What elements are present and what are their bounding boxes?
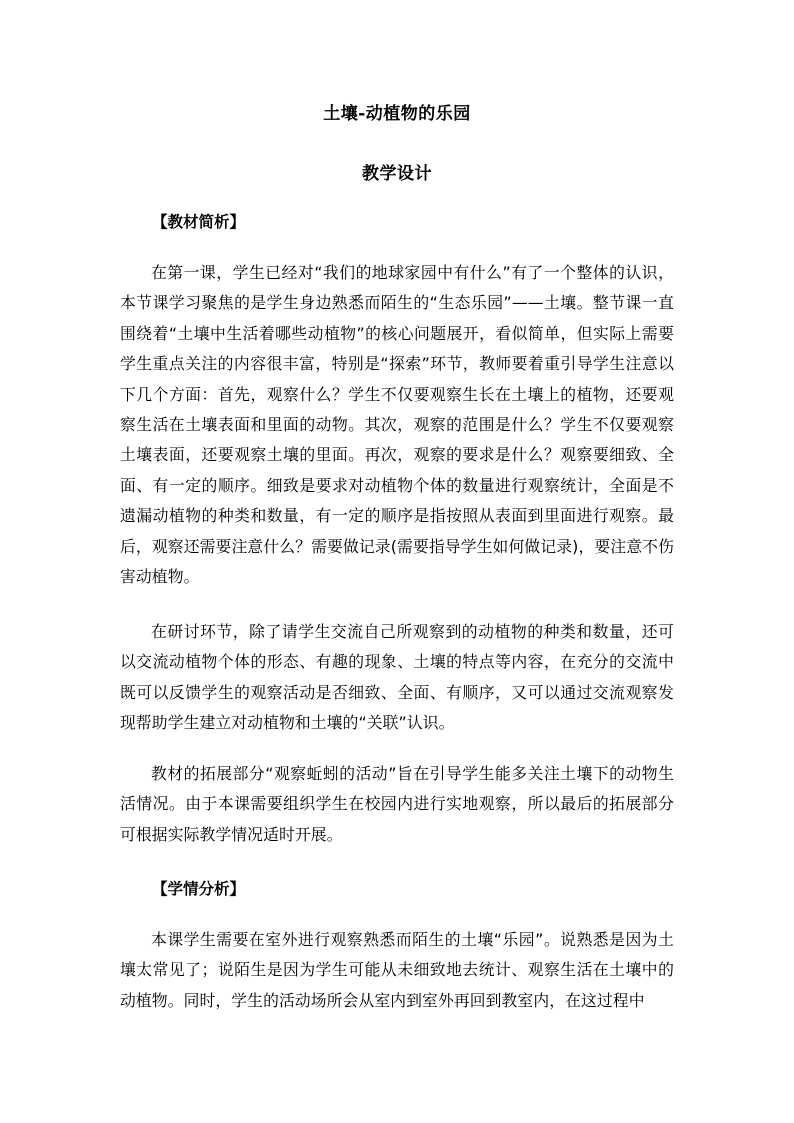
- document-subtitle: 教学设计: [362, 164, 432, 184]
- paragraph-textbook-2: 在研讨环节，除了请学生交流自己所观察到的动植物的种类和数量，还可以交流动植物个体的形态、有趣的现象、土壤的特点等内容，在充分的交流中既可以反馈学生的观察活动是否细致、全面、有顺序，又可以通过交流观察发现帮助学生建立对动植物和土壤的“关联”认识。: [120, 622, 674, 733]
- paragraph-learner-1: 本课学生需要在室外进行观察熟悉而陌生的土壤“乐园”。说熟悉是因为土壤太常见了；说陌生是因为学生可能从未细致地去统计、观察生活在土壤中的动植物。同时，学生的活动场所会从室内到室外再回到教室内，在这过程中: [120, 930, 674, 1010]
- paragraph-textbook-3: 教材的拓展部分“观察蚯蚓的活动”旨在引导学生能多关注土壤下的动物生活情况。由于本课需要组织学生在校园内进行实地观察，所以最后的拓展部分可根据实际教学情况适时开展。: [120, 764, 674, 844]
- section-heading-textbook-analysis: 【教材简析】: [152, 213, 246, 231]
- paragraph-textbook-1: 在第一课，学生已经对“我们的地球家园中有什么”有了一个整体的认识，本节课学习聚焦的是学生身边熟悉而陌生的“生态乐园”——土壤。整节课一直围绕着“土壤中生活着哪些动植物”的核心问题展开，看似简单，但实际上需要学生重点关注的内容很丰富，特别是“探索”环节，教师要着重引导学生注意以下几个方面：首先，观察什么？学生不仅要观察生长在土壤上的植物，还要观察生活在土壤表面和里面的动物。其次，观察的范围是什么？学生不仅要观察土壤表面，还要观察土壤的里面。再次，观察的要求是什么？观察要细致、全面、有一定的顺序。细致是要求对动植物个体的数量进行观察统计，全面是不遗漏动植物的种类和数量，有一定的顺序是指按照从表面到里面进行观察。最后，观察还需要注意什么？需要做记录(需要指导学生如何做记录)，要注意不伤害动植物。: [120, 263, 674, 587]
- section-heading-learner-analysis: 【学情分析】: [152, 880, 246, 898]
- document-title: 土壤-动植物的乐园: [323, 104, 471, 124]
